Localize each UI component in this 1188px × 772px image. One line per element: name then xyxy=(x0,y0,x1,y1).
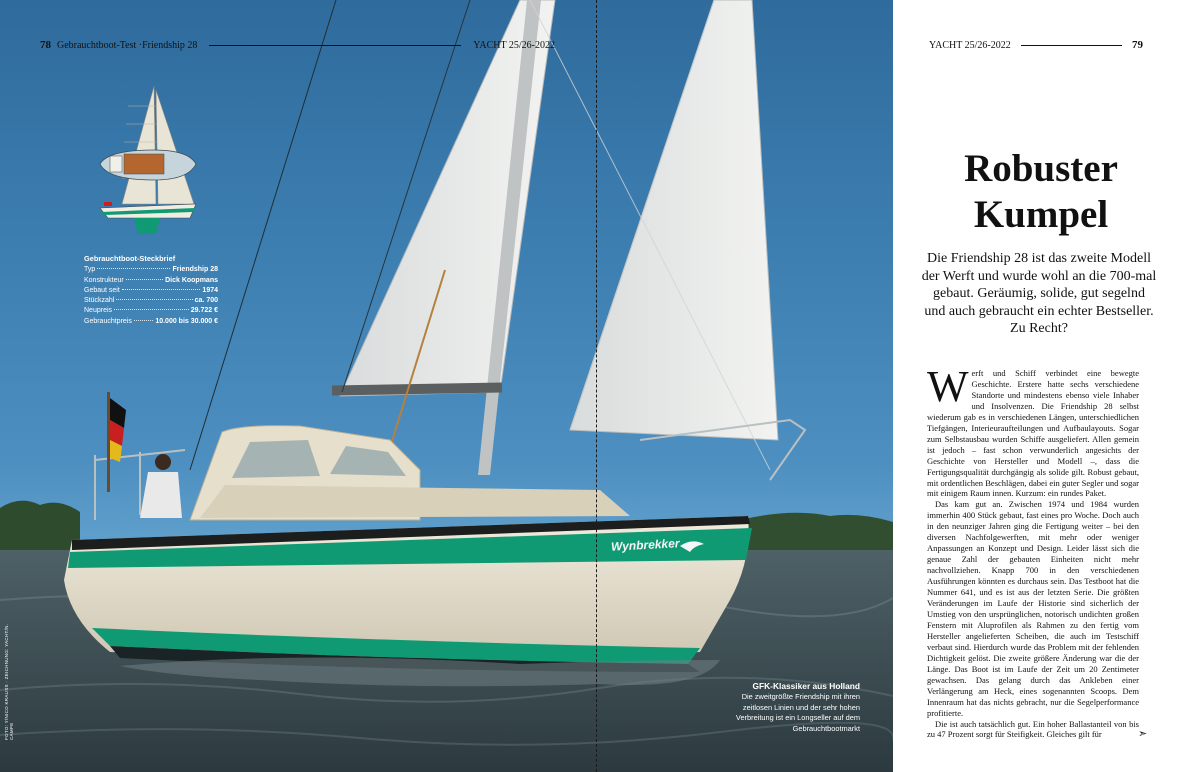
spec-box-title: Gebrauchtboot-Steckbrief xyxy=(84,254,176,263)
page-fold xyxy=(596,0,597,772)
right-issue: YACHT 25/26-2022 xyxy=(929,39,1011,51)
spec-label: Typ xyxy=(84,266,96,274)
spec-row xyxy=(84,276,218,286)
right-page-number: 79 xyxy=(1132,39,1143,51)
article-lede: Die Friendship 28 ist das zweite Modell der Werft und wurde wohl an die 700-mal gebaut. Geräumig, solide, gut segelnd und auch gebraucht ein echter Bestseller. Zu Recht? xyxy=(921,251,1157,337)
spec-label: Neupreis xyxy=(84,307,113,315)
spec-value: 1974 xyxy=(202,286,218,294)
genoa-sail xyxy=(570,0,778,440)
spec-row xyxy=(84,317,218,327)
treeline xyxy=(0,501,80,552)
spec-box xyxy=(84,254,218,327)
right-page-header xyxy=(929,36,1143,54)
headline-line-2: Kumpel xyxy=(973,193,1109,236)
photo-credit: FOTO: Y/NICO KRAUSS · ZEICHNUNG: YACHT/N. CAMPE xyxy=(4,623,14,740)
spec-label: Gebrauchtpreis xyxy=(84,317,132,325)
drop-cap: W xyxy=(927,362,969,411)
spec-row xyxy=(84,265,218,275)
article-page xyxy=(893,0,1188,772)
section-title: Gebrauchtboot-Test ·Friendship 28 xyxy=(57,39,198,51)
spec-label: Konstrukteur xyxy=(84,276,124,284)
header-rule xyxy=(1021,45,1122,46)
left-page-number: 78 xyxy=(40,39,51,51)
photo-caption xyxy=(716,681,860,735)
spec-row xyxy=(84,306,218,316)
spec-value: 10.000 bis 30.000 € xyxy=(155,317,218,325)
left-page-header xyxy=(40,36,555,54)
spec-value: 29.722 € xyxy=(190,307,218,315)
boat-plan-drawing xyxy=(98,84,198,240)
header-rule xyxy=(209,45,461,46)
spec-value: Dick Koopmans xyxy=(165,276,218,284)
body-paragraph: Das kam gut an. Zwischen 1974 und 1984 wurden immerhin 400 Stück gebaut, fast eines pro Woche. Doch auch in den neunziger Jahren ging die Fertigung weiter – bei den diversen Nachfolgewerften, mit mehr oder weniger Anpassungen an Konzept und Design. Leider lässt sich die genaue Zahl der gebauten Einheiten nicht mehr nachvollziehen. Knapp 700 in den verschiedenen Ausführungen könnten es durchaus sein. Das Testboot hat die Nummer 641, und es ist aus der letzten Serie. Die größten Veränderungen im Laufe der Historie sind sicherlich der Umstieg von den ursprünglichen, notorisch undichten großen Fenstern mit Aluprofilen als Rahmen zu den fertig vom Hersteller angelieferten Scheiben, die auch im Testschiff verbaut sind. Hierdurch wurde das Problem mit der fehlenden Dichtigkeit gelöst. Die zweite größere Änderung war die der Länge. Das Boot ist im Laufe der Zeit um 20 Zentimeter gewachsen. Das gelang durch das Ankleben einer Verlängerung am Heck, eines sogenannten Scoops. Dem Innenraum hat das nichts gebracht, nur die Segelperformance profitierte. xyxy=(927,499,1139,718)
article-body xyxy=(927,362,1139,740)
paragraph-text: erft und Schiff verbindet eine bewegte Geschichte. Erstere hatte sechs verschiedene Standorte und mindestens ebenso viele Inhaber und Insolvenzen. Die Friendship 28 selbst wiederum gab es in verschiedenen Längen, unterschiedlichen Tiefgängen, Interieuraufteilungen und Aufbaulayouts. Sogar zum Selbstausbau wurden Schiffe ausgeliefert. Allen gemein ist jedoch – fast schon verwunderlich angesichts der Geschichte von Hersteller und Modell –, dass die Fertigungsqualität durchgängig als solide gilt. Robust gebaut, mit ordentlichen Beschlägen, dabei ein guter Segler und sogar mit einigem Raum innen. Kurzum: ein rundes Paket. xyxy=(927,368,1139,499)
body-paragraph xyxy=(927,362,1139,499)
spec-label: Stückzahl xyxy=(84,297,115,305)
spec-value: Friendship 28 xyxy=(172,266,218,274)
continue-arrow-icon: ➣ xyxy=(1138,727,1148,740)
article-headline xyxy=(913,146,1169,238)
boat-name: Wynbrekker xyxy=(610,536,680,554)
body-paragraph: Die ist auch tatsächlich gut. Ein hoher Ballastanteil von bis zu 47 Prozent sorgt für Steifigkeit. Gleiches gilt für xyxy=(927,718,1139,740)
caption-text: Die zweitgrößte Friendship mit ihren zeitlosen Linien und der sehr hohen Verbreitung ist ein Longseller auf dem Gebrauchtbootmarkt xyxy=(735,691,860,734)
spec-row xyxy=(84,296,218,306)
spec-label: Gebaut seit xyxy=(84,286,120,294)
left-issue: YACHT 25/26-2022 xyxy=(473,39,555,51)
headline-line-1: Robuster xyxy=(964,147,1118,190)
spec-row xyxy=(84,286,218,296)
spec-value: ca. 700 xyxy=(194,297,218,305)
caption-title: GFK-Klassiker aus Holland xyxy=(752,681,860,691)
